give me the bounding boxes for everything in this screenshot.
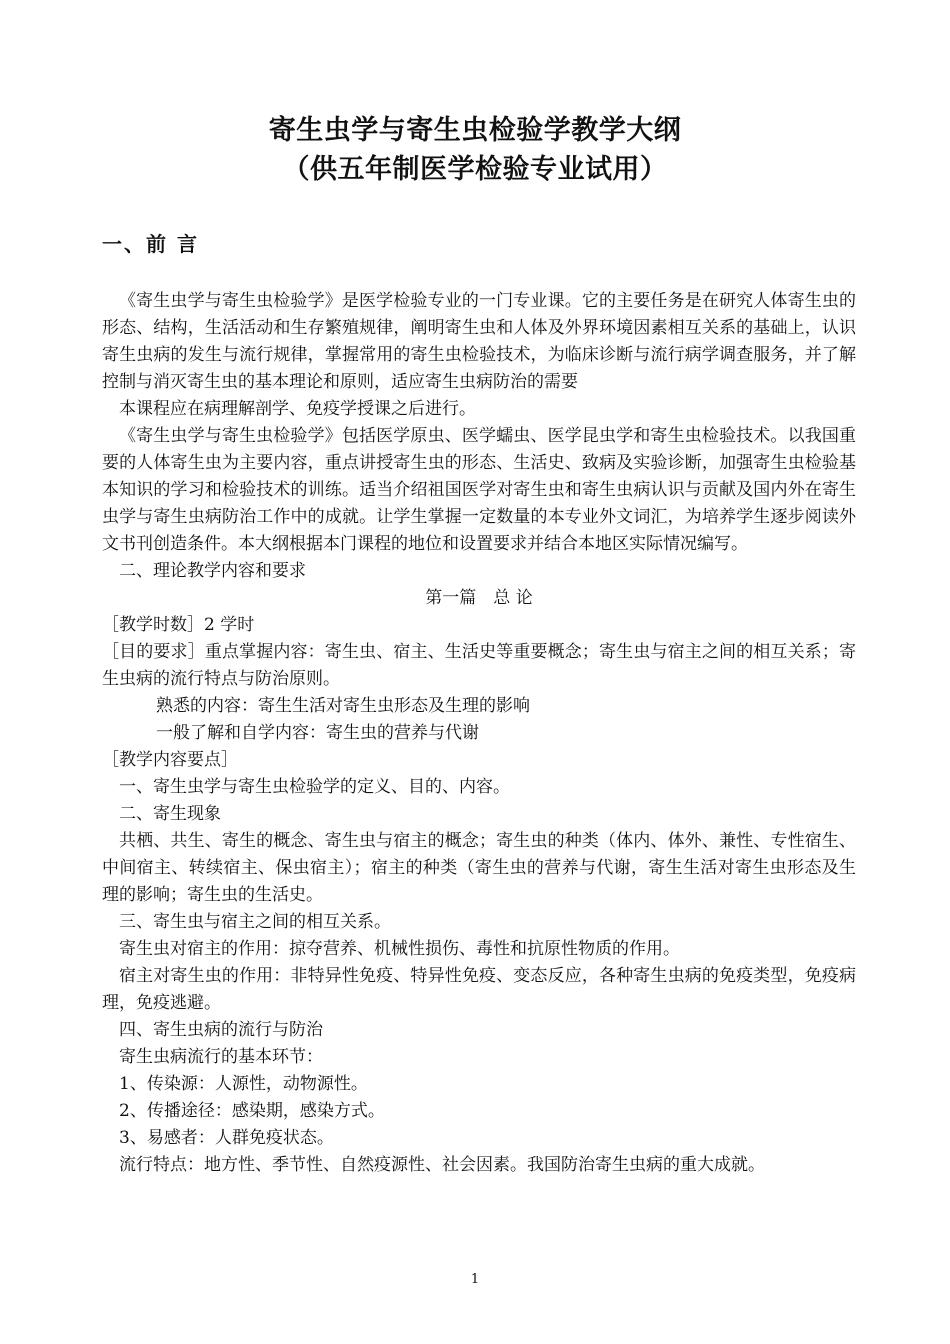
teaching-hours: ［教学时数］2 学时 [102, 615, 255, 635]
list-item: 2、传播途径：感染期，感染方式。 [119, 1101, 385, 1121]
paragraph: 共栖、共生、寄生的概念、寄生虫与宿主的概念；寄生虫的种类（体内、体外、兼性、专性宿生、中间宿主、转续宿主、保虫宿主）；宿主的种类（寄生虫的营养与代谢，寄生生活对寄生虫形态及生理的影响；寄生虫的生活史。 [102, 831, 856, 905]
list-item: 1、传染源：人源性，动物源性。 [119, 1074, 368, 1094]
paragraph: 本课程应在病理解剖学、免疫学授课之后进行。 [119, 399, 476, 419]
general-content: 一般了解和自学内容：寄生虫的营养与代谢 [156, 723, 479, 743]
paragraph: 宿主对寄生虫的作用：非特异性免疫、特异性免疫、变态反应，各种寄生虫病的免疫类型，免疫病理，免疫逃避。 [102, 966, 856, 1013]
familiar-content: 熟悉的内容：寄生生活对寄生虫形态及生理的影响 [156, 696, 530, 716]
list-item: 一、寄生虫学与寄生虫检验学的定义、目的、内容。 [119, 777, 510, 797]
paragraph: 流行特点：地方性、季节性、自然疫源性、社会因素。我国防治寄生虫病的重大成就。 [119, 1155, 765, 1175]
objectives: ［目的要求］重点掌握内容：寄生虫、宿主、生活史等重要概念；寄生虫与宿主之间的相互关系；寄生虫病的流行特点与防治原则。 [102, 642, 856, 689]
document-body [102, 288, 856, 1179]
page-number: 1 [470, 1272, 480, 1287]
section-heading-theory: 二、理论教学内容和要求 [119, 561, 306, 581]
document-title: 寄生虫学与寄生虫检验学教学大纲 [268, 115, 682, 146]
list-item: 三、寄生虫与宿主之间的相互关系。 [119, 912, 391, 932]
list-item: 二、寄生现象 [119, 804, 221, 824]
document-subtitle: （供五年制医学检验专业试用） [282, 154, 668, 185]
list-item: 3、易感者：人群免疫状态。 [119, 1128, 334, 1148]
list-item: 四、寄生虫病的流行与防治 [119, 1020, 323, 1040]
paragraph: 《寄生虫学与寄生虫检验学》包括医学原虫、医学蠕虫、医学昆虫学和寄生虫检验技术。以我国重要的人体寄生虫为主要内容，重点讲授寄生虫的形态、生活史、致病及实验诊断，加强寄生虫检验基本知识的学习和检验技术的训练。适当介绍祖国医学对寄生虫和寄生虫病认识与贡献及国内外在寄生虫学与寄生虫病防治工作中的成就。让学生掌握一定数量的本专业外文词汇，为培养学生逐步阅读外文书刊创造条件。本大纲根据本门课程的地位和设置要求并结合本地区实际情况编写。 [102, 426, 856, 554]
section-heading-preface: 一、前 言 [102, 232, 199, 256]
content-points-heading: ［教学内容要点］ [102, 750, 238, 770]
paragraph: 《寄生虫学与寄生虫检验学》是医学检验专业的一门专业课。它的主要任务是在研究人体寄生虫的形态、结构，生活活动和生存繁殖规律，阐明寄生虫和人体及外界环境因素相互关系的基础上，认识寄生虫病的发生与流行规律，掌握常用的寄生虫检验技术，为临床诊断与流行病学调查服务，并了解控制与消灭寄生虫的基本理论和原则，适应寄生虫病防治的需要 [102, 291, 856, 392]
paragraph: 寄生虫对宿主的作用：掠夺营养、机械性损伤、毒性和抗原性物质的作用。 [119, 939, 680, 959]
part-title: 第一篇 总 论 [425, 588, 533, 608]
paragraph: 寄生虫病流行的基本环节： [119, 1047, 323, 1067]
